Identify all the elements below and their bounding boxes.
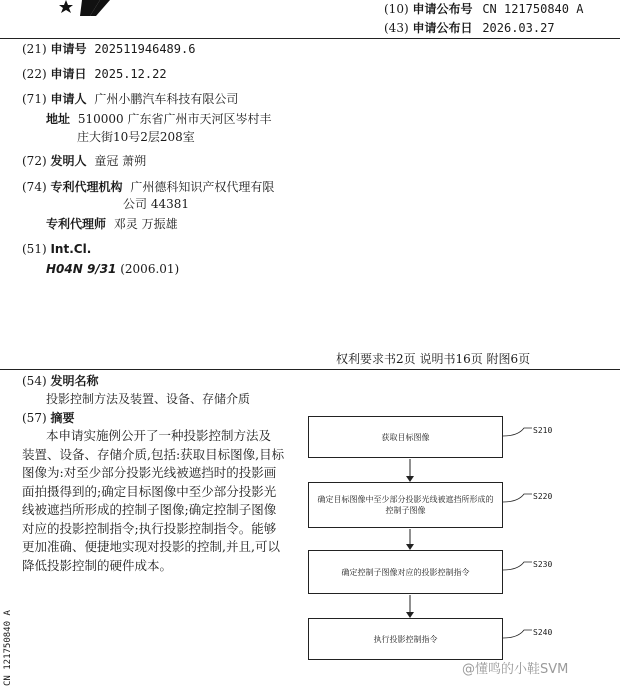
flow-leader-line [503,562,532,570]
intcl-label: Int.Cl. [50,242,92,256]
abstract-code: (57) [22,411,47,425]
flow-step-s220: 确定目标图像中至少部分投影光线被遮挡所形成的控制子图像 [308,482,503,528]
app-number-value: 202511946489.6 [94,42,196,56]
agency-line2: 公司 44381 [123,197,189,211]
abstract-line: 装置、设备、存储介质,包括:获取目标图像,目标 [22,446,285,462]
abstract-line: 更加准确、便捷地实现对投影的控制,并且,可以 [22,539,280,554]
abstract-line: 本申请实施例公开了一种投影控制方法及 [46,428,272,443]
app-date-label: 申请日 [50,67,87,81]
app-number-label: 申请号 [50,42,87,56]
inventor-value: 童冠 萧朔 [94,154,147,168]
applicant-label: 申请人 [50,92,87,106]
title-code: (54) [22,374,47,388]
pub-date-code: (43) [384,21,409,35]
agent-value: 邓灵 万振雄 [113,217,178,231]
pub-date-label: 申请公布日 [412,21,473,35]
abstract-line: 对应的投影控制指令;执行投影控制指令。能够 [22,520,277,536]
intcl-code: (51) [22,242,47,256]
applicant-code: (71) [22,92,47,106]
pub-number-code: (10) [384,2,409,16]
agent-label: 专利代理师 [46,217,107,231]
invention-title: 投影控制方法及装置、设备、存储介质 [46,392,251,406]
title-label: 发明名称 [50,374,99,388]
abstract-label: 摘要 [50,411,75,425]
pub-number-value: CN 121750840 A [482,2,584,16]
agency-line1: 广州德科知识产权代理有限 [130,180,275,194]
side-publication-label: CN 121750840 A [3,610,13,686]
app-number-code: (21) [22,42,47,56]
agency-label: 专利代理机构 [50,180,123,194]
abstract-line: 线被遮挡所形成的控制子图像;确定控制子图像 [22,502,277,517]
flow-step-label: S220 [533,492,553,501]
watermark: @懂鸣的小鞋SVM [462,662,569,677]
pub-date-value: 2026.03.27 [482,21,555,35]
applicant-value: 广州小鹏汽车科技有限公司 [94,92,239,106]
pages-info: 权利要求书2页 说明书16页 附图6页 [336,352,531,366]
flow-leader-line [503,630,532,638]
flow-step-s210: 获取目标图像 [308,416,503,458]
app-date-value: 2025.12.22 [94,67,167,81]
inventor-label: 发明人 [50,154,87,168]
flow-leader-line [503,494,532,502]
abstract-line: 降低投影控制的硬件成本。 [22,557,173,573]
inventor-code: (72) [22,154,47,168]
flow-leader-line [503,428,532,436]
flow-step-label: S240 [533,628,553,637]
flow-step-s230: 确定控制子图像对应的投影控制指令 [308,550,503,594]
flow-step-label: S230 [533,560,553,569]
address-line2: 庄大街10号2层208室 [77,130,195,144]
app-date-code: (22) [22,67,47,81]
ipc-date: (2006.01) [120,262,180,276]
address-label: 地址 [46,112,71,126]
flow-step-s240: 执行投影控制指令 [308,618,503,660]
pub-number-label: 申请公布号 [412,2,473,16]
abstract-line: 图像为:对至少部分投影光线被遮挡时的投影画 [22,465,277,480]
abstract-line: 面拍摄得到的;确定目标图像中至少部分投影光 [22,483,277,499]
ipc-class: H04N 9/31 [46,262,117,276]
flow-step-label: S210 [533,426,553,435]
address-line1: 510000 广东省广州市天河区岑村丰 [77,112,272,126]
agency-code: (74) [22,180,47,194]
